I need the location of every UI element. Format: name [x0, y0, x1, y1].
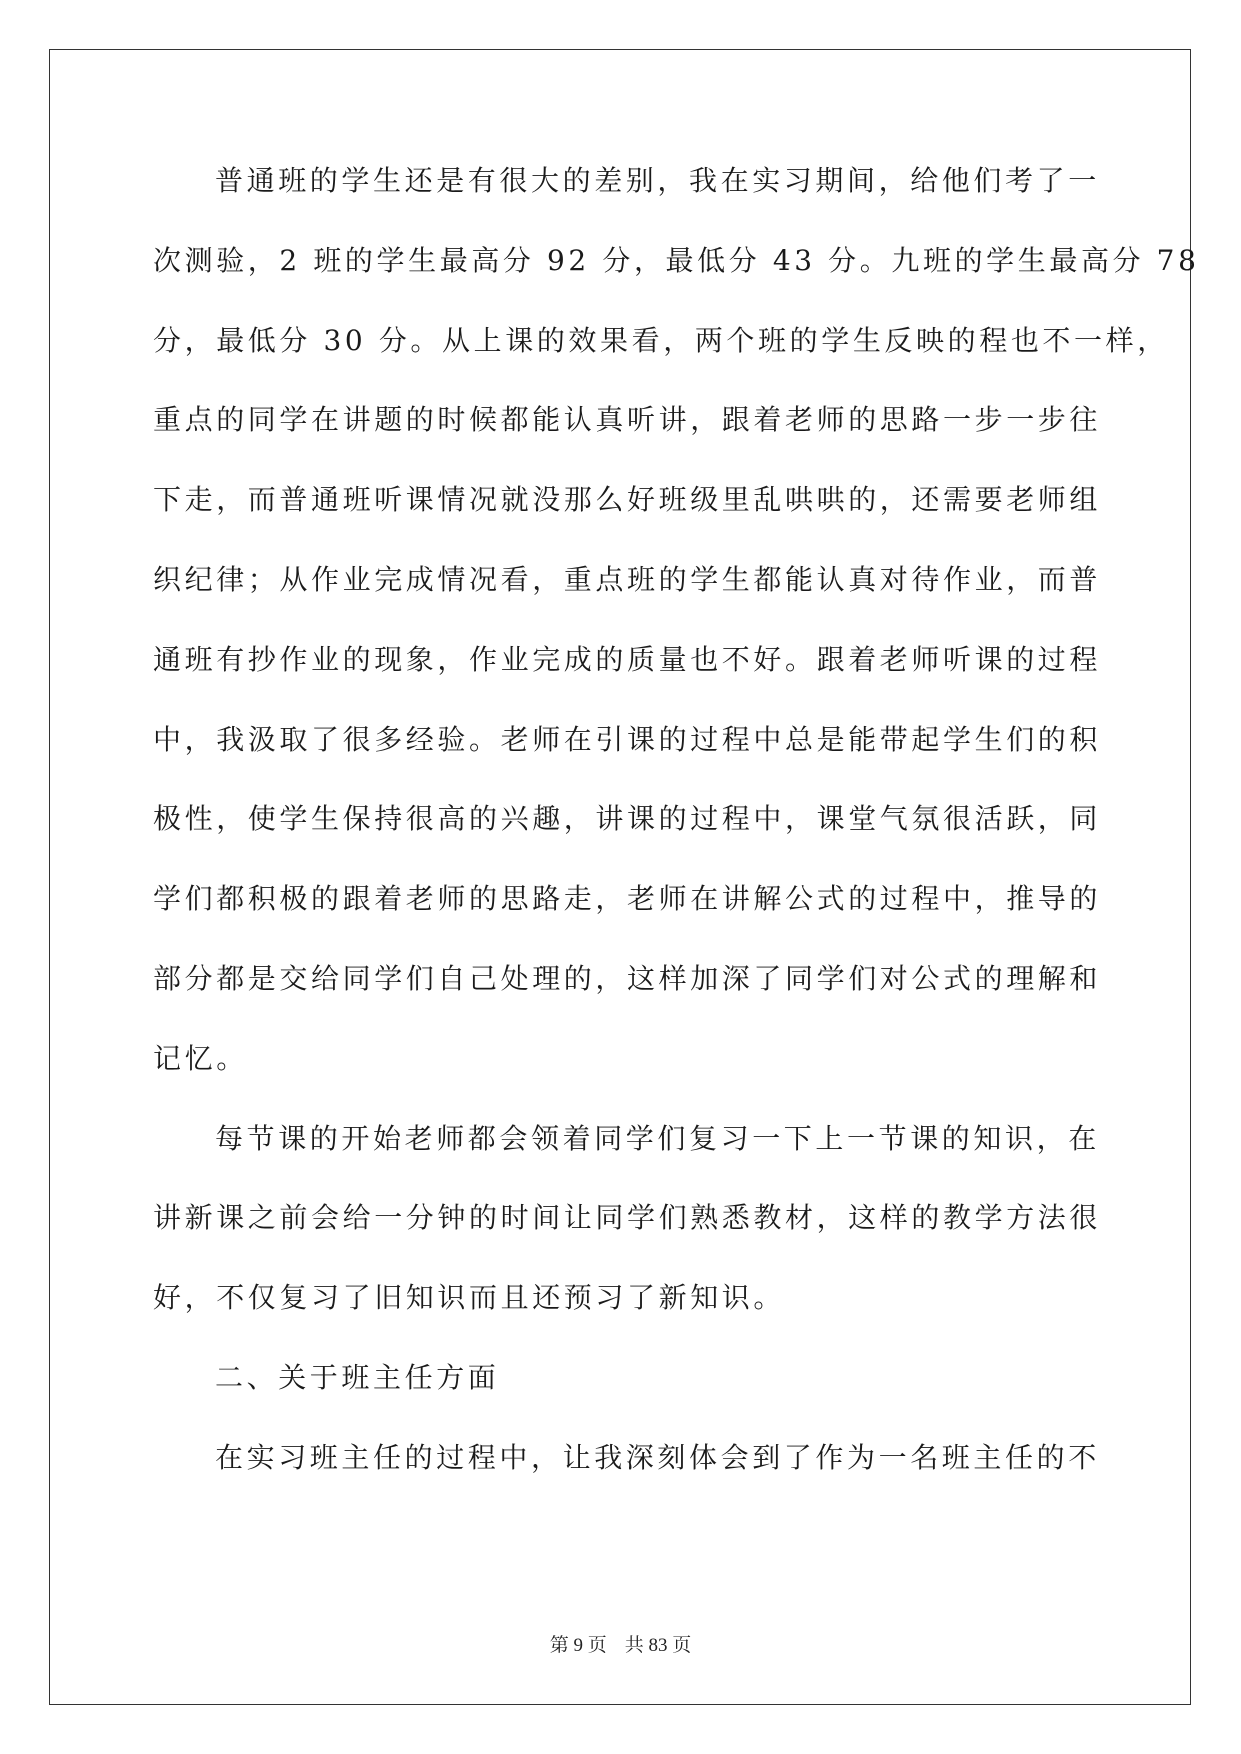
- document-body: [153, 152, 1200, 1509]
- paragraph-line: 分，最低分 30 分。从上课的效果看，两个班的学生反映的程也不一样，: [153, 323, 1169, 357]
- paragraph-line: 织纪律；从作业完成情况看，重点班的学生都能认真对待作业，而普: [153, 562, 1102, 596]
- paragraph-line: 通班有抄作业的现象，作业完成的质量也不好。跟着老师听课的过程: [153, 642, 1102, 676]
- section-heading: 二、关于班主任方面: [215, 1360, 500, 1394]
- paragraph-line: 中，我汲取了很多经验。老师在引课的过程中总是能带起学生们的积: [153, 722, 1102, 756]
- page-footer: [0, 1630, 1241, 1657]
- paragraph-line: 部分都是交给同学们自己处理的，这样加深了同学们对公式的理解和: [153, 961, 1102, 995]
- paragraph-line: 记忆。: [153, 1041, 248, 1075]
- paragraph-line: 学们都积极的跟着老师的思路走，老师在讲解公式的过程中，推导的: [153, 882, 1102, 916]
- total-pages: 共 83 页: [624, 1635, 692, 1656]
- paragraph-line: 讲新课之前会给一分钟的时间让同学们熟悉教材，这样的教学方法很: [153, 1201, 1102, 1235]
- paragraph-line: 极性，使学生保持很高的兴趣，讲课的过程中，课堂气氛很活跃，同: [153, 802, 1102, 836]
- paragraph-line: 重点的同学在讲题的时候都能认真听讲，跟着老师的思路一步一步往: [153, 403, 1102, 437]
- paragraph-line: 在实习班主任的过程中，让我深刻体会到了作为一名班主任的不: [215, 1440, 1100, 1474]
- paragraph-line: 普通班的学生还是有很大的差别，我在实习期间，给他们考了一: [215, 164, 1100, 197]
- paragraph-line: 好，不仅复习了旧知识而且还预习了新知识。: [153, 1281, 786, 1315]
- paragraph-line: 下走，而普通班听课情况就没那么好班级里乱哄哄的，还需要老师组: [153, 483, 1102, 517]
- paragraph-line: 每节课的开始老师都会领着同学们复习一下上一节课的知识，在: [215, 1121, 1100, 1155]
- paragraph-line: 次测验，2 班的学生最高分 92 分，最低分 43 分。九班的学生最高分 78: [153, 243, 1200, 277]
- page-number: 第 9 页: [549, 1635, 607, 1656]
